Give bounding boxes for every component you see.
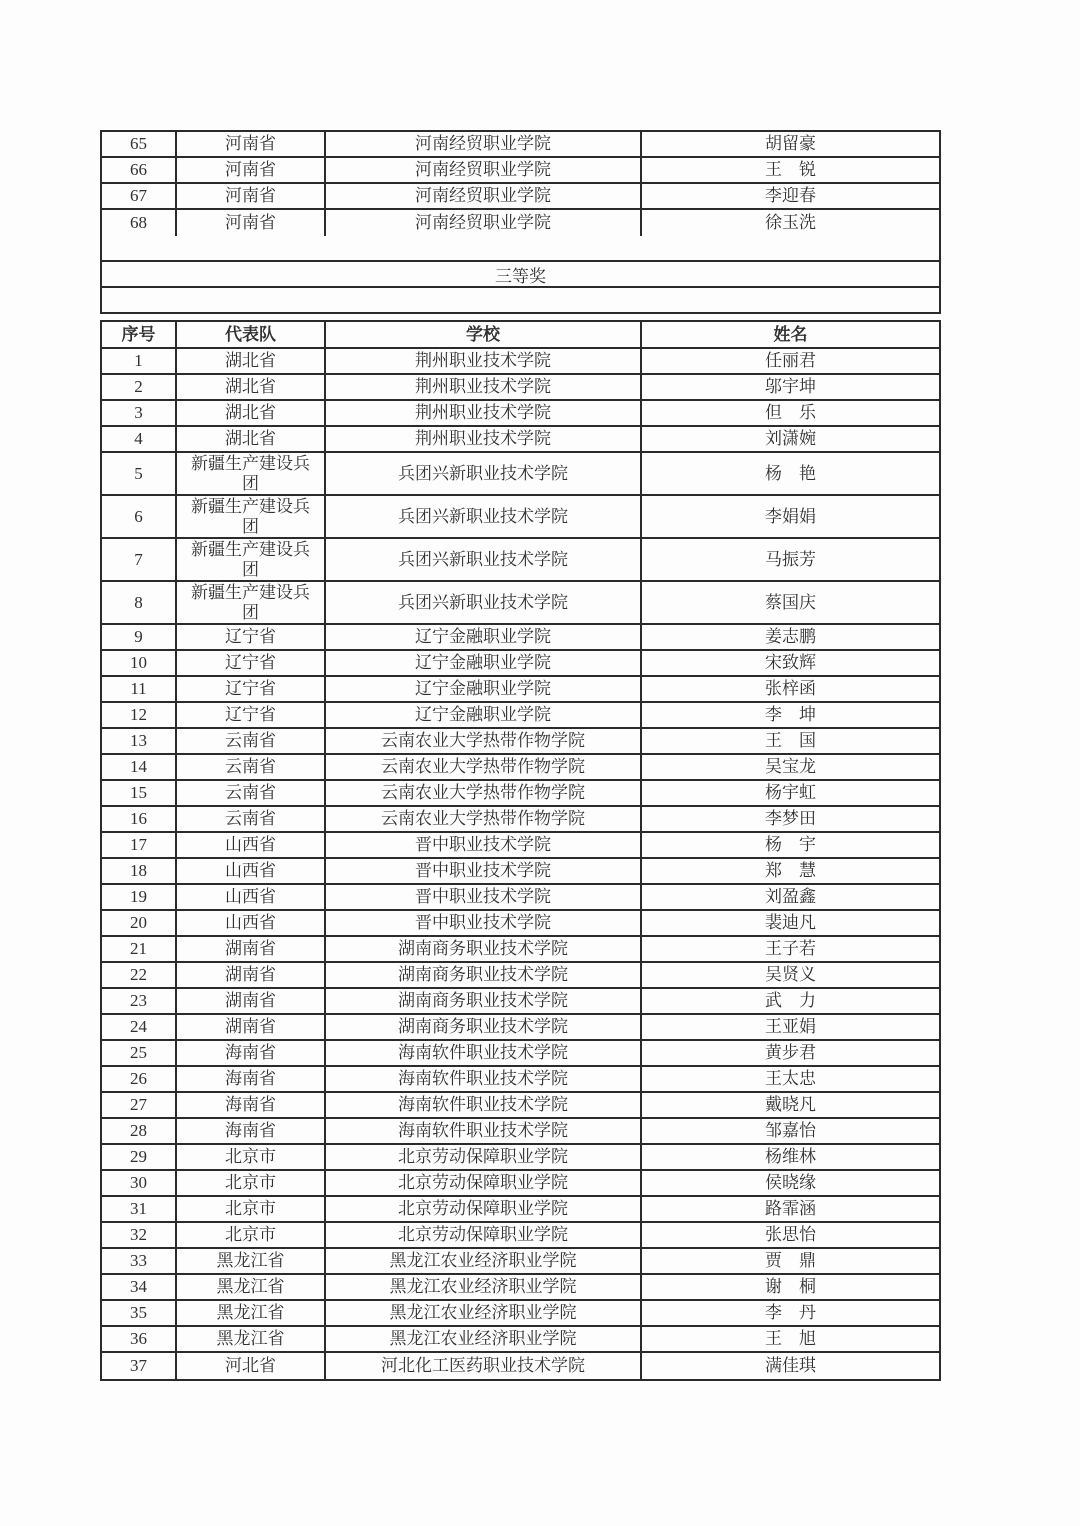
name-cell: 张思怡: [765, 1225, 816, 1244]
table-row: [102, 158, 939, 184]
serial-cell: 21: [102, 937, 177, 961]
team-cell: 黑龙江省: [177, 1249, 326, 1273]
third-prize-table: [100, 320, 941, 1381]
serial-cell: 11: [102, 677, 177, 701]
team-cell: 海南省: [177, 1067, 326, 1091]
serial-cell: 20: [102, 911, 177, 935]
school-cell: 云南农业大学热带作物学院: [326, 755, 642, 779]
school-cell: 辽宁金融职业学院: [326, 677, 642, 701]
serial-cell: 16: [102, 807, 177, 831]
school-cell: 荆州职业技术学院: [326, 401, 642, 425]
serial-cell: 37: [102, 1353, 177, 1379]
serial-cell: 31: [102, 1197, 177, 1221]
table-row: [102, 911, 939, 937]
team-cell: 山西省: [177, 859, 326, 883]
table-row: [102, 807, 939, 833]
table-row: [102, 859, 939, 885]
serial-cell: 15: [102, 781, 177, 805]
serial-cell: 25: [102, 1041, 177, 1065]
team-cell: 黑龙江省: [177, 1327, 326, 1351]
name-cell: 李梦田: [765, 809, 816, 828]
team-cell: 河北省: [177, 1353, 326, 1379]
serial-cell: 5: [102, 453, 177, 494]
name-cell: 路霏涵: [765, 1199, 816, 1218]
team-cell: 湖北省: [177, 401, 326, 425]
team-cell: 河南省: [177, 184, 326, 208]
name-cell: 李娟娟: [765, 506, 816, 526]
team-cell: 山西省: [177, 885, 326, 909]
serial-cell: 29: [102, 1145, 177, 1169]
header-name: 姓名: [773, 324, 808, 344]
serial-cell: 19: [102, 885, 177, 909]
team-cell: 湖南省: [177, 989, 326, 1013]
serial-cell: 66: [102, 158, 177, 182]
team-cell: 新疆生产建设兵团: [177, 582, 326, 623]
school-cell: 北京劳动保障职业学院: [326, 1223, 642, 1247]
school-cell: 湖南商务职业技术学院: [326, 937, 642, 961]
school-cell: 湖南商务职业技术学院: [326, 963, 642, 987]
name-cell: 谢 桐: [765, 1277, 816, 1296]
table-row: [102, 496, 939, 539]
team-cell: 河南省: [177, 132, 326, 156]
name-cell: 吴宝龙: [765, 757, 816, 776]
name-cell: 李迎春: [765, 186, 816, 205]
serial-cell: 23: [102, 989, 177, 1013]
school-cell: 兵团兴新职业技术学院: [326, 539, 642, 580]
table-row: [102, 989, 939, 1015]
team-cell: 湖南省: [177, 963, 326, 987]
name-cell: 张梓函: [765, 679, 816, 698]
table-row: [102, 1171, 939, 1197]
name-cell: 郑 慧: [765, 861, 816, 880]
serial-cell: 17: [102, 833, 177, 857]
name-cell: 杨 宇: [765, 835, 816, 854]
serial-cell: 4: [102, 427, 177, 451]
name-cell: 裴迪凡: [765, 913, 816, 932]
serial-cell: 14: [102, 755, 177, 779]
name-cell: 杨维林: [765, 1147, 816, 1166]
name-cell: 黄步君: [765, 1043, 816, 1062]
table-row: [102, 1327, 939, 1353]
school-cell: 河南经贸职业学院: [326, 132, 642, 156]
section-title-row: [102, 262, 939, 288]
serial-cell: 27: [102, 1093, 177, 1117]
name-cell: 但 乐: [765, 403, 816, 422]
serial-cell: 18: [102, 859, 177, 883]
team-cell: 湖北省: [177, 349, 326, 373]
section-title: 三等奖: [495, 266, 546, 286]
table-row: [102, 1301, 939, 1327]
school-cell: 黑龙江农业经济职业学院: [326, 1301, 642, 1325]
table-row: [102, 375, 939, 401]
name-cell: 邬宇坤: [765, 377, 816, 396]
serial-cell: 28: [102, 1119, 177, 1143]
name-cell: 刘潇婉: [765, 429, 816, 448]
school-cell: 兵团兴新职业技术学院: [326, 496, 642, 537]
award-list-content: [100, 130, 941, 1381]
team-cell: 新疆生产建设兵团: [177, 453, 326, 494]
school-cell: 云南农业大学热带作物学院: [326, 807, 642, 831]
table-row: [102, 625, 939, 651]
serial-cell: 36: [102, 1327, 177, 1351]
section-empty-row-top: [102, 236, 939, 262]
table-row: [102, 963, 939, 989]
table-row: [102, 833, 939, 859]
serial-cell: 1: [102, 349, 177, 373]
school-cell: 河南经贸职业学院: [326, 210, 642, 236]
serial-cell: 6: [102, 496, 177, 537]
team-cell: 山西省: [177, 911, 326, 935]
school-cell: 晋中职业技术学院: [326, 833, 642, 857]
team-cell: 黑龙江省: [177, 1275, 326, 1299]
name-cell: 王 国: [765, 731, 816, 750]
table-row: [102, 1223, 939, 1249]
school-cell: 河北化工医药职业技术学院: [326, 1353, 642, 1379]
name-cell: 徐玉洗: [765, 213, 816, 232]
team-cell: 辽宁省: [177, 651, 326, 675]
serial-cell: 22: [102, 963, 177, 987]
team-cell: 云南省: [177, 755, 326, 779]
table-row: [102, 1067, 939, 1093]
table-row: [102, 349, 939, 375]
team-cell: 河南省: [177, 210, 326, 236]
school-cell: 晋中职业技术学院: [326, 859, 642, 883]
school-cell: 北京劳动保障职业学院: [326, 1197, 642, 1221]
serial-cell: 65: [102, 132, 177, 156]
team-cell: 云南省: [177, 729, 326, 753]
table-row: [102, 755, 939, 781]
serial-cell: 67: [102, 184, 177, 208]
school-cell: 云南农业大学热带作物学院: [326, 729, 642, 753]
serial-cell: 13: [102, 729, 177, 753]
school-cell: 黑龙江农业经济职业学院: [326, 1275, 642, 1299]
table-row: [102, 729, 939, 755]
team-cell: 辽宁省: [177, 625, 326, 649]
serial-cell: 26: [102, 1067, 177, 1091]
school-cell: 晋中职业技术学院: [326, 911, 642, 935]
name-cell: 邹嘉怡: [765, 1121, 816, 1140]
team-cell: 湖北省: [177, 427, 326, 451]
team-cell: 黑龙江省: [177, 1301, 326, 1325]
table-row: [102, 677, 939, 703]
serial-cell: 2: [102, 375, 177, 399]
serial-cell: 3: [102, 401, 177, 425]
serial-cell: 30: [102, 1171, 177, 1195]
name-cell: 任丽君: [765, 351, 816, 370]
serial-cell: 35: [102, 1301, 177, 1325]
team-cell: 云南省: [177, 781, 326, 805]
serial-cell: 34: [102, 1275, 177, 1299]
name-cell: 王 旭: [765, 1329, 816, 1348]
table-row: [102, 539, 939, 582]
school-cell: 海南软件职业技术学院: [326, 1119, 642, 1143]
table-row: [102, 885, 939, 911]
table-row: [102, 453, 939, 496]
school-cell: 河南经贸职业学院: [326, 184, 642, 208]
team-cell: 海南省: [177, 1093, 326, 1117]
school-cell: 荆州职业技术学院: [326, 375, 642, 399]
school-cell: 海南软件职业技术学院: [326, 1041, 642, 1065]
table-row: [102, 937, 939, 963]
team-cell: 云南省: [177, 807, 326, 831]
school-cell: 黑龙江农业经济职业学院: [326, 1327, 642, 1351]
name-cell: 杨 艳: [765, 463, 816, 483]
table-row: [102, 427, 939, 453]
team-cell: 辽宁省: [177, 677, 326, 701]
table-row: [102, 703, 939, 729]
table-row: [102, 582, 939, 625]
school-cell: 辽宁金融职业学院: [326, 625, 642, 649]
serial-cell: 68: [102, 210, 177, 236]
school-cell: 湖南商务职业技术学院: [326, 1015, 642, 1039]
school-cell: 荆州职业技术学院: [326, 349, 642, 373]
serial-cell: 12: [102, 703, 177, 727]
table-row: [102, 1145, 939, 1171]
school-cell: 辽宁金融职业学院: [326, 651, 642, 675]
name-cell: 宋致辉: [765, 653, 816, 672]
table-row: [102, 1119, 939, 1145]
name-cell: 王 锐: [765, 160, 816, 179]
school-cell: 辽宁金融职业学院: [326, 703, 642, 727]
name-cell: 王子若: [765, 939, 816, 958]
section-empty-row-bottom: [102, 288, 939, 312]
school-cell: 湖南商务职业技术学院: [326, 989, 642, 1013]
table-row: [102, 1197, 939, 1223]
name-cell: 李 丹: [765, 1303, 816, 1322]
serial-cell: 32: [102, 1223, 177, 1247]
serial-cell: 7: [102, 539, 177, 580]
name-cell: 戴晓凡: [765, 1095, 816, 1114]
team-cell: 海南省: [177, 1119, 326, 1143]
table-row: [102, 1093, 939, 1119]
team-cell: 新疆生产建设兵团: [177, 496, 326, 537]
table-row: [102, 210, 939, 236]
team-cell: 北京市: [177, 1145, 326, 1169]
table-row: [102, 781, 939, 807]
team-cell: 河南省: [177, 158, 326, 182]
name-cell: 王亚娟: [765, 1017, 816, 1036]
serial-cell: 24: [102, 1015, 177, 1039]
school-cell: 北京劳动保障职业学院: [326, 1171, 642, 1195]
name-cell: 刘盈鑫: [765, 887, 816, 906]
name-cell: 胡留豪: [765, 134, 816, 153]
team-cell: 北京市: [177, 1223, 326, 1247]
serial-cell: 33: [102, 1249, 177, 1273]
serial-cell: 10: [102, 651, 177, 675]
main-table-rows: [102, 349, 939, 1379]
team-cell: 北京市: [177, 1197, 326, 1221]
name-cell: 姜志鹏: [765, 627, 816, 646]
school-cell: 荆州职业技术学院: [326, 427, 642, 451]
table-row: [102, 1249, 939, 1275]
table-row: [102, 184, 939, 210]
name-cell: 李 坤: [765, 705, 816, 724]
school-cell: 海南软件职业技术学院: [326, 1067, 642, 1091]
school-cell: 云南农业大学热带作物学院: [326, 781, 642, 805]
name-cell: 武 力: [765, 991, 816, 1010]
second-prize-table-continuation: [100, 130, 941, 314]
table-row: [102, 651, 939, 677]
team-cell: 北京市: [177, 1171, 326, 1195]
team-cell: 山西省: [177, 833, 326, 857]
top-table-rows: [102, 132, 939, 236]
name-cell: 杨宇虹: [765, 783, 816, 802]
table-row: [102, 1041, 939, 1067]
table-row: [102, 401, 939, 427]
team-cell: 湖北省: [177, 375, 326, 399]
name-cell: 蔡国庆: [765, 592, 816, 612]
team-cell: 湖南省: [177, 937, 326, 961]
team-cell: 新疆生产建设兵团: [177, 539, 326, 580]
header-team: 代表队: [177, 322, 326, 347]
name-cell: 侯晓缘: [765, 1173, 816, 1192]
school-cell: 黑龙江农业经济职业学院: [326, 1249, 642, 1273]
name-cell: 吴贤义: [765, 965, 816, 984]
table-header-row: [102, 322, 939, 349]
table-row: [102, 1275, 939, 1301]
table-row: [102, 1015, 939, 1041]
name-cell: 马振芳: [765, 549, 816, 569]
header-school: 学校: [326, 322, 642, 347]
name-cell: 王太忠: [765, 1069, 816, 1088]
school-cell: 北京劳动保障职业学院: [326, 1145, 642, 1169]
serial-cell: 8: [102, 582, 177, 623]
team-cell: 辽宁省: [177, 703, 326, 727]
table-row: [102, 1353, 939, 1379]
school-cell: 兵团兴新职业技术学院: [326, 453, 642, 494]
school-cell: 河南经贸职业学院: [326, 158, 642, 182]
serial-cell: 9: [102, 625, 177, 649]
school-cell: 海南软件职业技术学院: [326, 1093, 642, 1117]
school-cell: 晋中职业技术学院: [326, 885, 642, 909]
header-serial: 序号: [102, 322, 177, 347]
table-row: [102, 132, 939, 158]
school-cell: 兵团兴新职业技术学院: [326, 582, 642, 623]
team-cell: 湖南省: [177, 1015, 326, 1039]
name-cell: 满佳琪: [765, 1356, 816, 1375]
team-cell: 海南省: [177, 1041, 326, 1065]
name-cell: 贾 鼎: [765, 1251, 816, 1270]
